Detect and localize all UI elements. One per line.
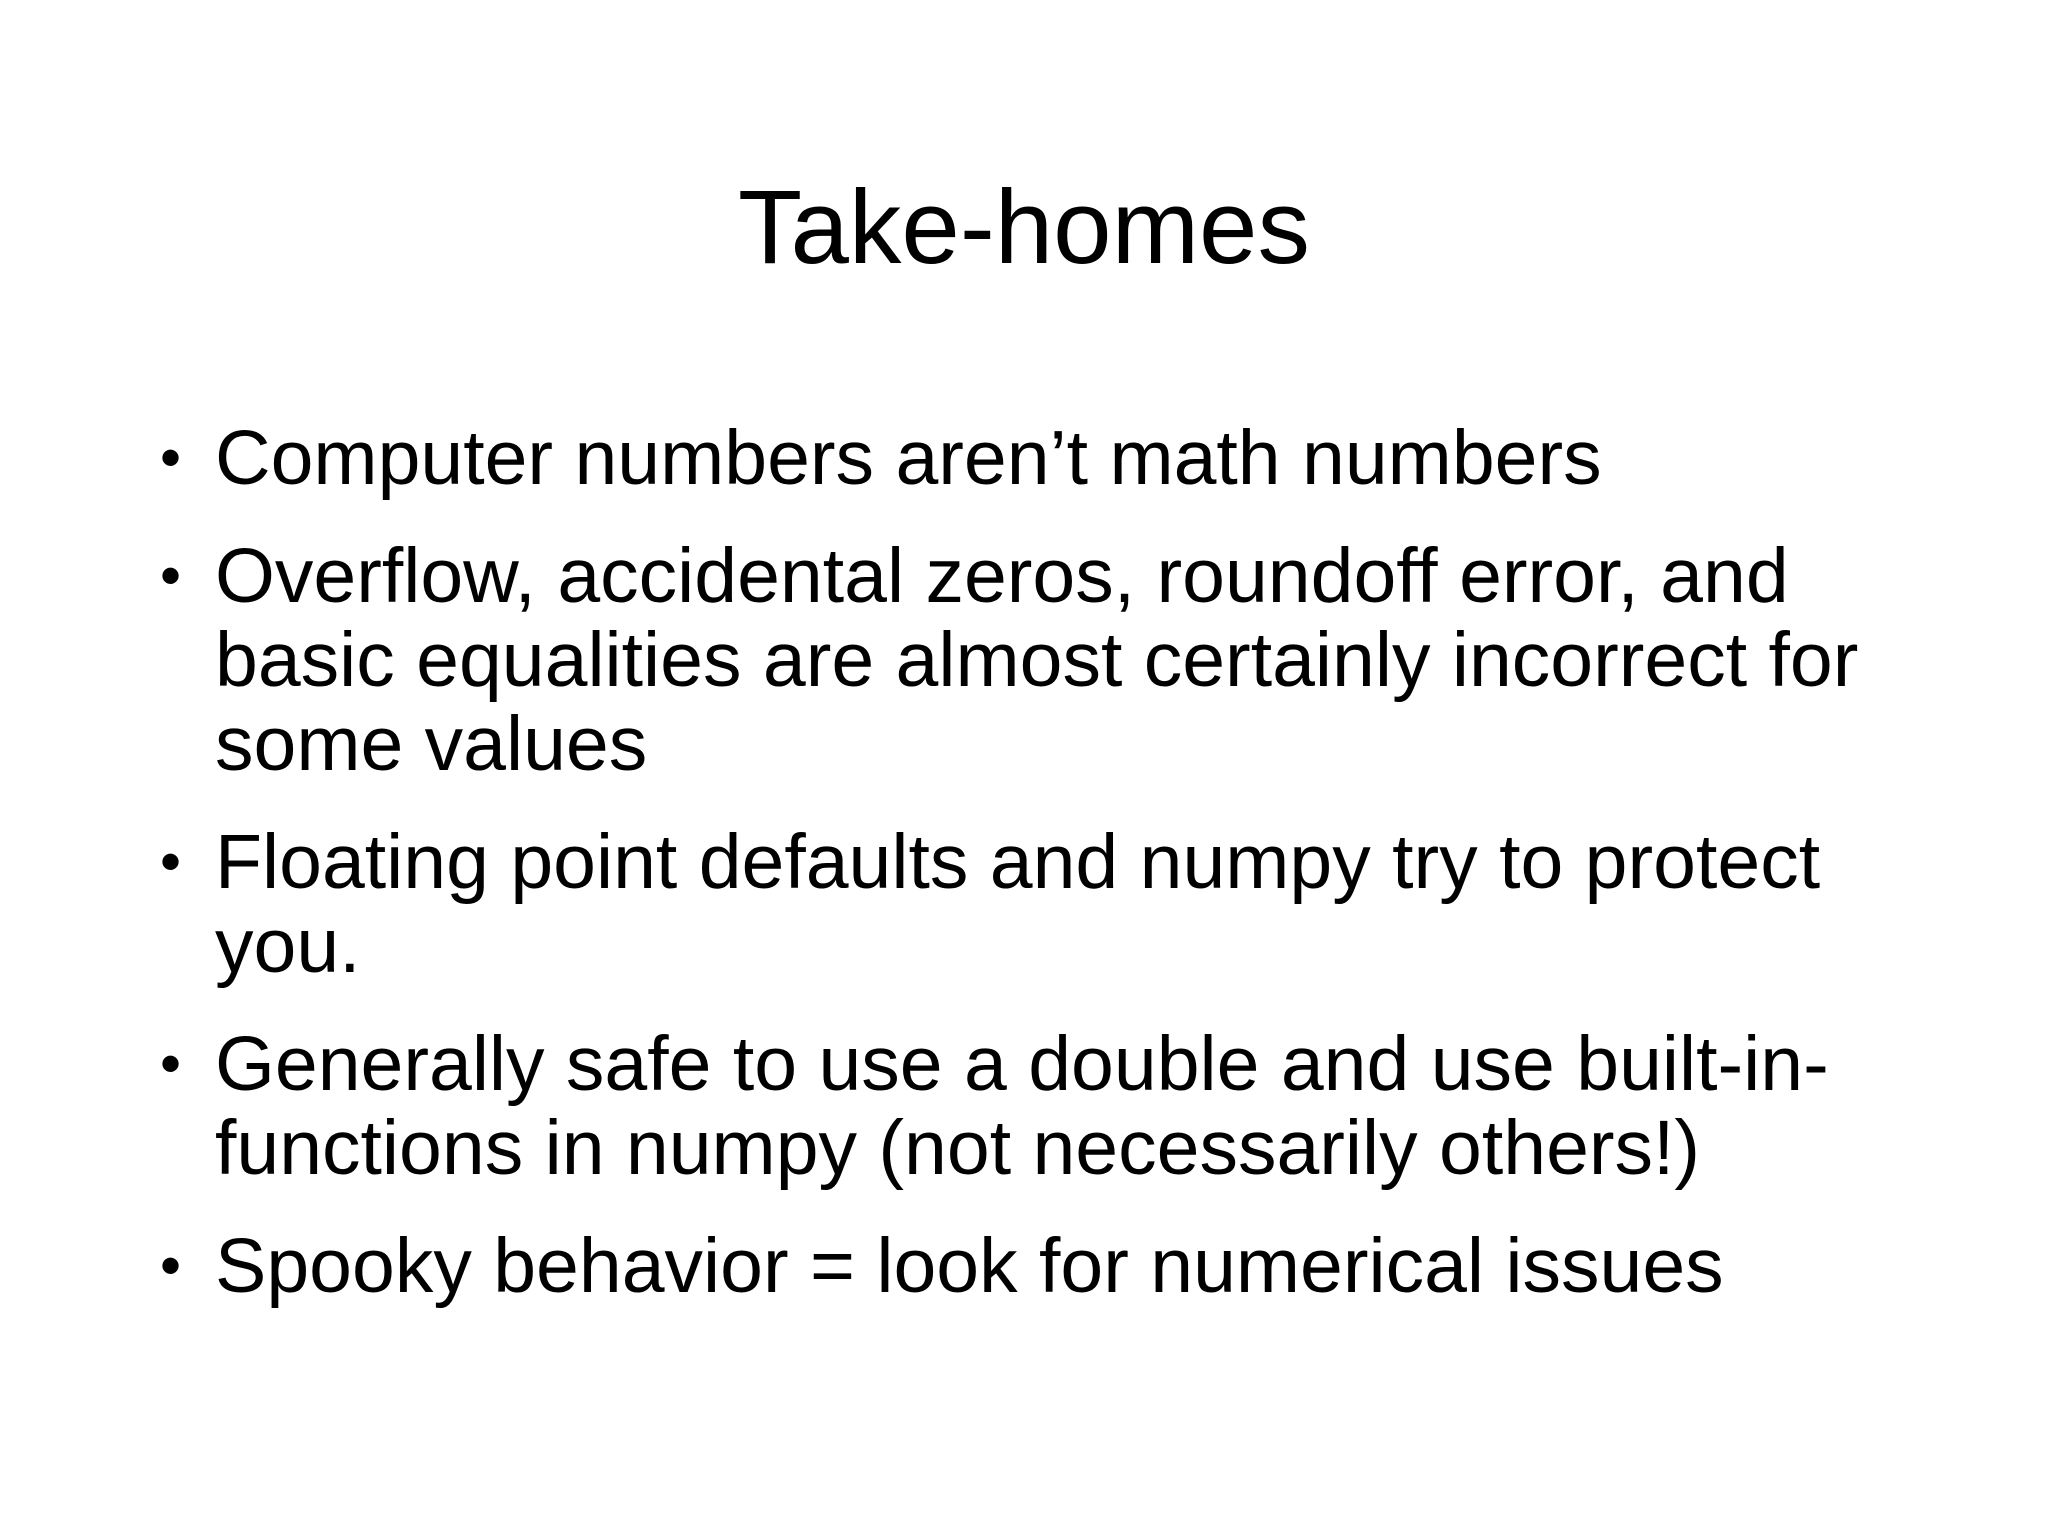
bullet-item (160, 820, 1920, 988)
bullet-list (160, 416, 1920, 1342)
bullet-text: Overflow, accidental zeros, roundoff error, and basic equalities are almost certainly incorrect for some values (215, 533, 1859, 787)
bullet-item (160, 534, 1920, 786)
bullet-icon: • (160, 1030, 182, 1097)
bullet-icon: • (160, 424, 182, 491)
bullet-item (160, 1022, 1920, 1190)
bullet-text: Spooky behavior = look for numerical issues (215, 1223, 1724, 1309)
bullet-icon: • (160, 1232, 182, 1299)
bullet-text: Generally safe to use a double and use built-in-functions in numpy (not necessarily others!) (215, 1021, 1829, 1191)
bullet-item (160, 416, 1920, 500)
bullet-item (160, 1224, 1920, 1308)
bullet-text: Computer numbers aren’t math numbers (215, 415, 1602, 501)
bullet-text: Floating point defaults and numpy try to protect you. (215, 819, 1821, 989)
bullet-icon: • (160, 828, 182, 895)
slide-title: Take-homes (738, 169, 1310, 286)
bullet-icon: • (160, 542, 182, 609)
